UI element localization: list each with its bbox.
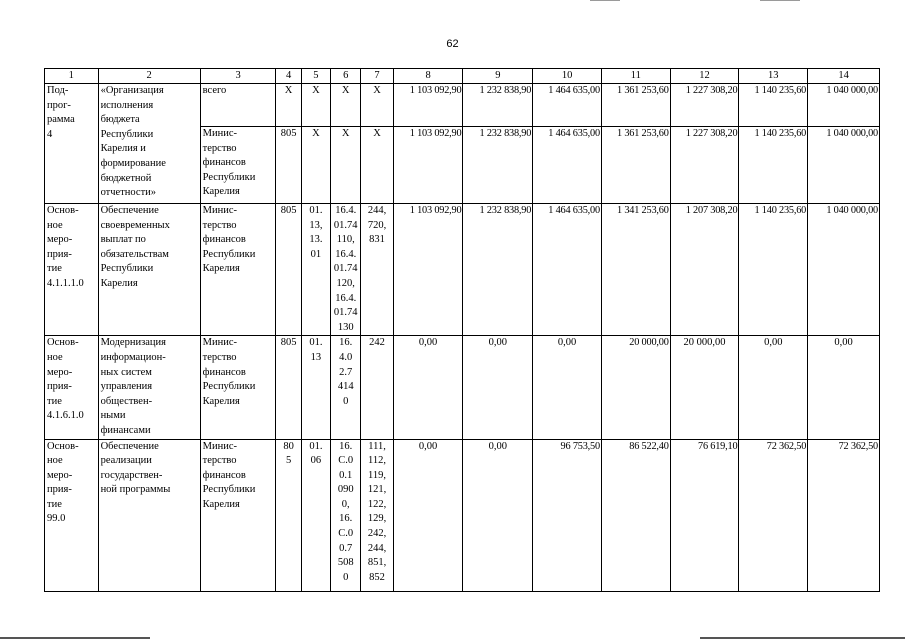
column-header: 2 xyxy=(98,69,200,84)
value-cell: 1 040 000,00 xyxy=(808,127,880,204)
column-header: 10 xyxy=(533,69,602,84)
scan-edge-top-right xyxy=(760,0,800,1)
value-cell: 1 341 253,60 xyxy=(601,204,670,336)
activity-type-cell: Под- прог- рамма 4 xyxy=(45,84,99,204)
expense-type-cell: 242 xyxy=(361,336,393,439)
executor-cell: всего xyxy=(200,84,276,127)
activity-name-cell: Модернизация информацион- ных систем управления обществен- ными финансами xyxy=(98,336,200,439)
scan-edge-bottom xyxy=(0,637,150,639)
value-cell: 1 227 308,20 xyxy=(670,127,739,204)
column-header: 12 xyxy=(670,69,739,84)
activity-type-cell: Основ- ное меро- прия- тие 99.0 xyxy=(45,439,99,591)
value-cell: 72 362,50 xyxy=(808,439,880,591)
executor-cell: Минис- терство финансов Республики Карелия xyxy=(200,127,276,204)
value-cell: 1 103 092,90 xyxy=(393,127,463,204)
scan-edge-bottom-right xyxy=(700,637,905,639)
column-header: 8 xyxy=(393,69,463,84)
target-article-cell: Х xyxy=(331,84,361,127)
column-header: 6 xyxy=(331,69,361,84)
activity-type-cell: Основ- ное меро- прия- тие 4.1.1.1.0 xyxy=(45,204,99,336)
value-cell: 1 232 838,90 xyxy=(463,204,533,336)
value-cell: 1 464 635,00 xyxy=(533,127,602,204)
value-cell: 0,00 xyxy=(463,336,533,439)
expense-type-cell: Х xyxy=(361,84,393,127)
value-cell: 0,00 xyxy=(463,439,533,591)
column-number-row xyxy=(45,69,880,84)
table-row xyxy=(45,204,880,336)
target-article-cell: 16. 4.0 2.7 414 0 xyxy=(331,336,361,439)
column-header: 1 xyxy=(45,69,99,84)
value-cell: 86 522,40 xyxy=(601,439,670,591)
column-header: 7 xyxy=(361,69,393,84)
section-cell: 01. 13, 13. 01 xyxy=(301,204,330,336)
value-cell: 96 753,50 xyxy=(533,439,602,591)
column-header: 11 xyxy=(601,69,670,84)
value-cell: 1 464 635,00 xyxy=(533,204,602,336)
value-cell: 0,00 xyxy=(393,439,463,591)
column-header: 4 xyxy=(276,69,301,84)
table-row xyxy=(45,336,880,439)
value-cell: 1 361 253,60 xyxy=(601,127,670,204)
target-article-cell: 16. С.0 0.1 090 0, 16. С.0 0.7 508 0 xyxy=(331,439,361,591)
grbs-cell: 805 xyxy=(276,336,301,439)
value-cell: 1 207 308,20 xyxy=(670,204,739,336)
value-cell: 1 361 253,60 xyxy=(601,84,670,127)
activity-name-cell: Обеспечение реализации государствен- ной программы xyxy=(98,439,200,591)
expense-type-cell: 244, 720, 831 xyxy=(361,204,393,336)
value-cell: 1 103 092,90 xyxy=(393,204,463,336)
column-header: 14 xyxy=(808,69,880,84)
value-cell: 0,00 xyxy=(739,336,808,439)
value-cell: 1 140 235,60 xyxy=(739,204,808,336)
section-cell: 01. 13 xyxy=(301,336,330,439)
value-cell: 0,00 xyxy=(533,336,602,439)
value-cell: 1 232 838,90 xyxy=(463,84,533,127)
budget-table xyxy=(44,68,880,592)
executor-cell: Минис- терство финансов Республики Карелия xyxy=(200,336,276,439)
table-row xyxy=(45,84,880,127)
activity-type-cell: Основ- ное меро- прия- тие 4.1.6.1.0 xyxy=(45,336,99,439)
section-cell: 01. 06 xyxy=(301,439,330,591)
target-article-cell: Х xyxy=(331,127,361,204)
executor-cell: Минис- терство финансов Республики Карелия xyxy=(200,439,276,591)
value-cell: 1 227 308,20 xyxy=(670,84,739,127)
value-cell: 72 362,50 xyxy=(739,439,808,591)
value-cell: 20 000,00 xyxy=(670,336,739,439)
column-header: 5 xyxy=(301,69,330,84)
page-number: 62 xyxy=(446,38,459,50)
column-header: 9 xyxy=(463,69,533,84)
expense-type-cell: Х xyxy=(361,127,393,204)
value-cell: 0,00 xyxy=(393,336,463,439)
value-cell: 1 040 000,00 xyxy=(808,204,880,336)
grbs-cell: 805 xyxy=(276,204,301,336)
value-cell: 1 040 000,00 xyxy=(808,84,880,127)
section-cell: Х xyxy=(301,84,330,127)
grbs-cell: Х xyxy=(276,84,301,127)
value-cell: 76 619,10 xyxy=(670,439,739,591)
grbs-cell: 80 5 xyxy=(276,439,301,591)
value-cell: 1 464 635,00 xyxy=(533,84,602,127)
value-cell: 1 232 838,90 xyxy=(463,127,533,204)
target-article-cell: 16.4. 01.74 110, 16.4. 01.74 120, 16.4. 01.74 130 xyxy=(331,204,361,336)
executor-cell: Минис- терство финансов Республики Карелия xyxy=(200,204,276,336)
activity-name-cell: Обеспечение своевременных выплат по обязательствам Республики Карелия xyxy=(98,204,200,336)
scan-edge-top xyxy=(590,0,620,1)
value-cell: 0,00 xyxy=(808,336,880,439)
value-cell: 1 140 235,60 xyxy=(739,127,808,204)
value-cell: 1 140 235,60 xyxy=(739,84,808,127)
value-cell: 20 000,00 xyxy=(601,336,670,439)
activity-name-cell: «Организация исполнения бюджета Республики Карелия и формирование бюджетной отчетности» xyxy=(98,84,200,204)
expense-type-cell: 111, 112, 119, 121, 122, 129, 242, 244, 851, 852 xyxy=(361,439,393,591)
section-cell: Х xyxy=(301,127,330,204)
table-row xyxy=(45,439,880,591)
column-header: 3 xyxy=(200,69,276,84)
grbs-cell: 805 xyxy=(276,127,301,204)
value-cell: 1 103 092,90 xyxy=(393,84,463,127)
column-header: 13 xyxy=(739,69,808,84)
